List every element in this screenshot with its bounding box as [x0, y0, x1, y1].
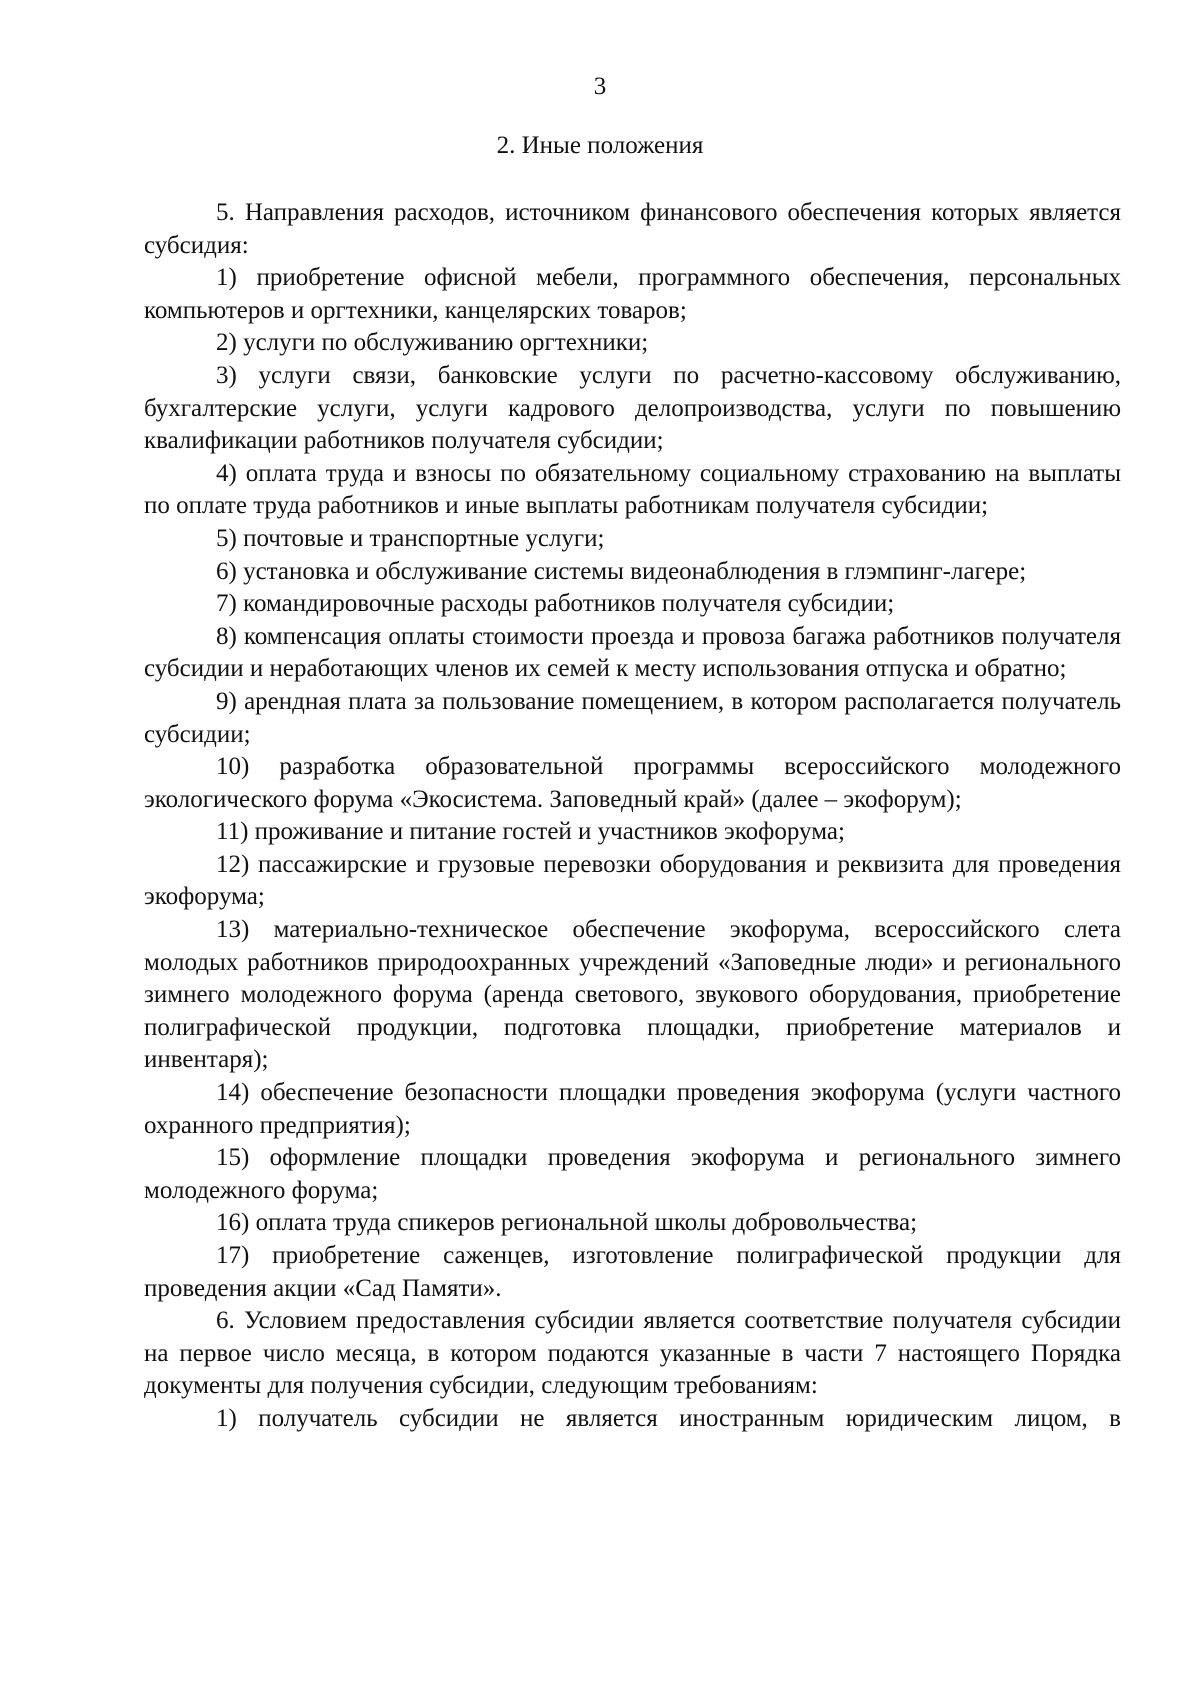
- list-item-1: 1) приобретение офисной мебели, программного обеспечения, персональных компьютеров и оргтехники, канцелярских товаров;: [144, 264, 1121, 324]
- list-item-14: 14) обеспечение безопасности площадки проведения экофорума (услуги частного охранного предприятия);: [144, 1079, 1121, 1139]
- list-item-11: 11) проживание и питание гостей и участников экофорума;: [216, 818, 845, 846]
- paragraph-5-intro: 5. Направления расходов, источником финансового обеспечения которых является субсидия:: [144, 199, 1121, 259]
- list-item-4: 4) оплата труда и взносы по обязательному социальному страхованию на выплаты по оплате труда работников и иные выплаты работникам получателя субсидии;: [144, 459, 1121, 520]
- list-item-17: 17) приобретение саженцев, изготовление полиграфической продукции для проведения акции «Сад Памяти».: [144, 1242, 1121, 1302]
- list-item-9: 9) арендная плата за пользование помещением, в котором располагается получатель субсидии;: [144, 687, 1121, 748]
- list-item-2: 2) услуги по обслуживанию оргтехники;: [216, 329, 649, 357]
- list-item-7: 7) командировочные расходы работников получателя субсидии;: [216, 590, 895, 618]
- list-item-12: 12) пассажирские и грузовые перевозки оборудования и реквизита для проведения экофорума;: [144, 850, 1121, 911]
- list-item-8: 8) компенсация оплаты стоимости проезда и провоза багажа работников получателя субсидии и неработающих членов их семей к месту использования отпуска и обратно;: [144, 622, 1121, 683]
- section-title: 2. Иные положения: [496, 132, 704, 159]
- requirement-item-1: 1) получатель субсидии не является иностранным юридическим лицом, в: [216, 1404, 1121, 1432]
- list-item-5: 5) почтовые и транспортные услуги;: [216, 524, 605, 552]
- list-item-10: 10) разработка образовательной программы всероссийского молодежного экологического форума «Экосистема. Заповедный край» (далее – экофорум);: [144, 753, 1121, 813]
- page-number: 3: [593, 73, 607, 100]
- list-item-16: 16) оплата труда спикеров региональной школы добровольчества;: [216, 1209, 918, 1237]
- document-body: [144, 197, 1121, 1436]
- list-item-13: 13) материально-техническое обеспечение экофорума, всероссийского слета молодых работников природоохранных учреждений «Заповедные люди» и регионального зимнего молодежного форума (аренда светового, звукового оборудования, приобретение полиграфической продукции, подготовка площадки, приобретение материалов и инвентаря);: [144, 916, 1121, 1074]
- list-item-6: 6) установка и обслуживание системы видеонаблюдения в глэмпинг-лагере;: [216, 557, 1027, 585]
- list-item-3: 3) услуги связи, банковские услуги по расчетно-кассовому обслуживанию, бухгалтерские услуги, услуги кадрового делопроизводства, услуги по повышению квалификации работников получателя субсидии;: [144, 361, 1121, 455]
- list-item-15: 15) оформление площадки проведения экофорума и регионального зимнего молодежного форума;: [144, 1144, 1121, 1204]
- paragraph-6: 6. Условием предоставления субсидии является соответствие получателя субсидии на первое число месяца, в котором подаются указанные в части 7 настоящего Порядка документы для получения субсидии, следующим требованиям:: [144, 1307, 1121, 1400]
